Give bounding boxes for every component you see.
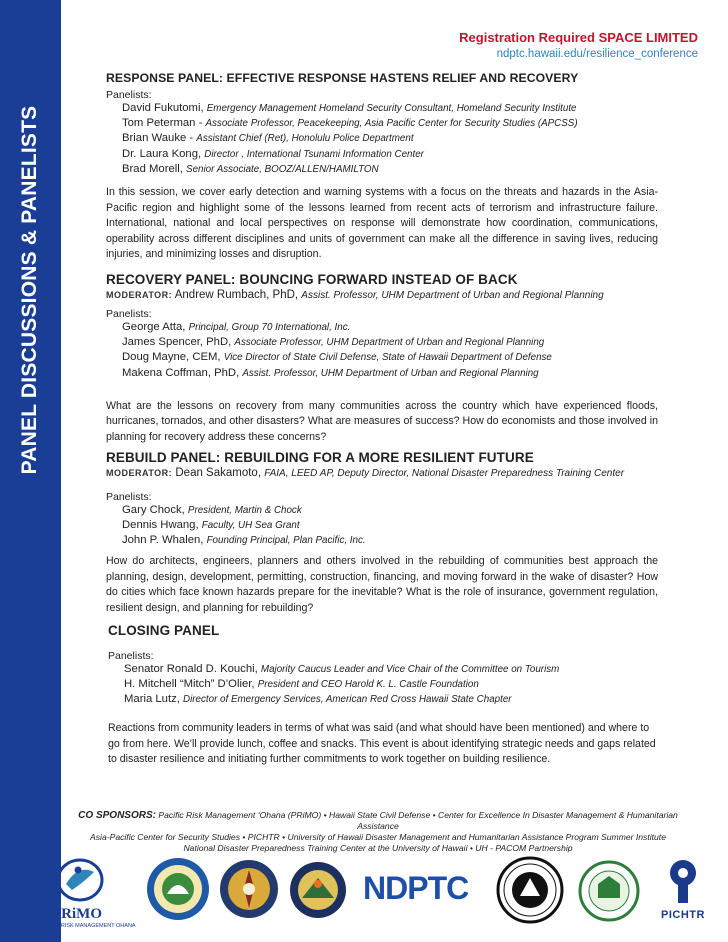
rebuild-panel (106, 450, 658, 617)
response-panel (106, 71, 658, 263)
response-panel-title: RESPONSE PANEL: EFFECTIVE RESPONSE HASTENS RELIEF AND RECOVERY (106, 71, 579, 85)
recovery-panel-description: What are the lessons on recovery from many communities across the country which have experienced floods, hurricanes, tornados, and other disasters? What are measures of success? How do economists and those involved in planning for recovery address these concerns? (106, 399, 658, 443)
closing-panelists-list (124, 662, 658, 708)
list-item: Gary Chock, President, Martin & Chock (122, 503, 302, 516)
cfe-dm-seal (145, 856, 211, 927)
primo-logo (38, 854, 136, 934)
list-item: George Atta, Principal, Group 70 International, Inc. (122, 320, 351, 333)
state-civil-defense-seal (288, 860, 348, 925)
pichtr-emblem-icon (664, 858, 702, 904)
rebuild-moderator: MODERATOR: Dean Sakamoto, FAIA, LEED AP, Deputy Director, National Disaster Preparedness Training Center (106, 466, 625, 479)
response-panelists-list (122, 101, 658, 177)
list-item: John P. Whalen, Founding Principal, Plan Pacific, Inc. (122, 533, 366, 546)
registration-notice (459, 30, 698, 60)
dmha-seal (578, 860, 640, 927)
primo-name: PRiMO (52, 906, 102, 922)
list-item: Senator Ronald D. Kouchi, Majority Caucus Leader and Vice Chair of the Committee on Tourism (124, 662, 560, 675)
main-content (106, 71, 658, 768)
sidebar-title: PANEL DISCUSSIONS & PANELISTS (18, 105, 41, 475)
apcss-seal (218, 858, 280, 925)
closing-panelists-label: Panelists: (108, 649, 154, 662)
dmha-seal-icon (578, 860, 640, 922)
closing-panel (106, 623, 658, 768)
pichtr-logo (652, 858, 714, 921)
ndptc-logo: NDPTC (363, 870, 469, 906)
closing-panel-title: CLOSING PANEL (108, 622, 220, 638)
pichtr-name: PICHTR (661, 909, 705, 921)
list-item: Brad Morell, Senior Associate, BOOZ/ALLEN/HAMILTON (122, 162, 379, 175)
cosponsors-line-3: National Disaster Preparedness Training Center at the University of Hawaii • UH - PACOM Partnership (183, 843, 573, 853)
university-of-hawaii-seal (496, 856, 564, 929)
list-item: David Fukutomi, Emergency Management Homeland Security Consultant, Homeland Security Institute (122, 102, 577, 114)
recovery-panel-title: RECOVERY PANEL: BOUNCING FORWARD INSTEAD OF BACK (106, 271, 518, 287)
sponsor-logos (38, 848, 718, 938)
response-panelists-label: Panelists: (106, 89, 152, 101)
recovery-panelists-label: Panelists: (106, 307, 152, 320)
list-item: Dr. Laura Kong, Director , International Tsunami Information Center (122, 147, 424, 160)
list-item: James Spencer, PhD, Associate Professor, UHM Department of Urban and Regional Planning (122, 336, 545, 349)
list-item: H. Mitchell “Mitch” D’Olier, President and CEO Harold K. L. Castle Foundation (124, 677, 479, 690)
list-item: Brian Wauke - Assistant Chief (Ret), Honolulu Police Department (122, 132, 414, 145)
rebuild-panel-title: REBUILD PANEL: REBUILDING FOR A MORE RESILIENT FUTURE (106, 449, 534, 465)
registration-title: Registration Required SPACE LIMITED (459, 30, 698, 45)
recovery-moderator: MODERATOR: Andrew Rumbach, PhD, Assist. Professor, UHM Department of Urban and Regional Planning (106, 288, 604, 301)
list-item: Tom Peterman - Associate Professor, Peacekeeping, Asia Pacific Center for Security Studies (APCSS) (122, 117, 578, 130)
cfe-seal-icon (145, 856, 211, 922)
rebuild-panelists-list (122, 503, 658, 549)
list-item: Makena Coffman, PhD, Assist. Professor, UHM Department of Urban and Regional Planning (122, 366, 539, 379)
cosponsors-line-1: CO SPONSORS: Pacific Risk Management ‘Ohana (PRiMO) • Hawaii State Civil Defense • Center for Excellence In Disaster Management & Humanitarian Assistance (78, 810, 678, 831)
sidebar-band (0, 0, 61, 942)
primo-subtitle: PACIFIC RISK MANAGEMENT OHANA (38, 923, 136, 929)
registration-url[interactable]: ndptc.hawaii.edu/resilience_conference (496, 48, 698, 60)
uh-seal-icon (496, 856, 564, 924)
recovery-panel (106, 272, 658, 446)
list-item: Maria Lutz, Director of Emergency Services, American Red Cross Hawaii State Chapter (124, 692, 512, 705)
list-item: Doug Mayne, CEM, Vice Director of State Civil Defense, State of Hawaii Department of Defense (122, 351, 552, 364)
closing-panel-description: Reactions from community leaders in terms of what was said (and what should have been mentioned) and where to go from here. We’ll provide lunch, coffee and snacks. This event is about identifying strategic needs and gaps related to disaster resilience and initiating further commitments to work together on building resilience. (108, 722, 656, 766)
cosponsors-line-2: Asia-Pacific Center for Security Studies • PICHTR • University of Hawaii Disaster Management and Humanitarian Assistance Program Summer Institute (90, 832, 666, 842)
rebuild-panel-description: How do architects, engineers, planners and others involved in the rebuilding of communities best approach the planning, design, development, permitting, construction, financing, and moving forward in the wake of disaster? How do cities which face known hazards prepare for the inevitable? What is the role of insurance, government regulation, resilient design, and planning for rebuilding? (106, 555, 658, 614)
primo-emblem-icon (38, 854, 118, 914)
rebuild-panelists-label: Panelists: (106, 490, 152, 503)
apcss-seal-icon (218, 858, 280, 920)
list-item: Dennis Hwang, Faculty, UH Sea Grant (122, 518, 300, 531)
state-seal-icon (288, 860, 348, 920)
recovery-panelists-list (122, 320, 658, 381)
response-panel-description: In this session, we cover early detection and warning systems with a focus on the threats and hazards in the Asia-Pacific region and highlight some of the lessons learned from recent acts of terrorism and infrastructure failure. International, national and local perspectives on response will demonstrate how coordination, communications, operability across different disciplines and units of government can make all the difference in saving lives, reducing injuries, and minimizing losses and disruption. (106, 186, 658, 261)
